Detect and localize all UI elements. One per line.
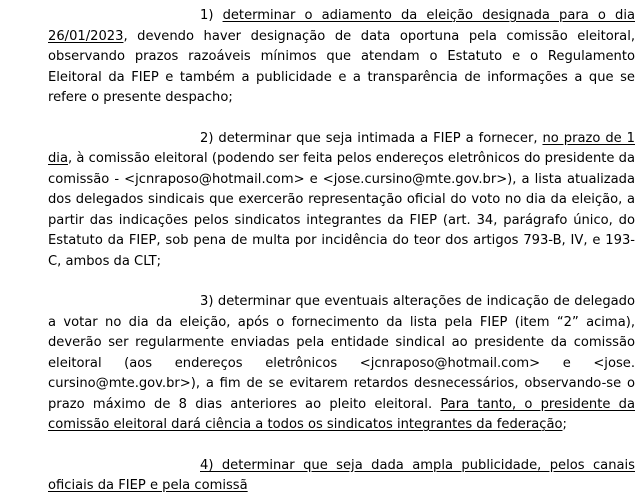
paragraph-4 xyxy=(48,456,635,497)
paragraph-text: ; xyxy=(562,417,567,432)
underlined-text: Para tanto, o presidente da comissão eleitoral dará ciência a todos os sindicatos integrantes da federação xyxy=(48,396,635,432)
paragraph-text: 3) determinar que eventuais alterações de indicação de delegado a votar no dia da eleição, após o fornecimento da lista pela FIEP (item “2” acima), deverão ser regularmente enviadas pela entidade sindical ao presidente da comissão eleitoral (aos endereços eletrônicos <jcnraposo@hotmail.com> e <jose. cursino@mte.gov.br>), a fim de se evitarem retardos desnecessários, observando-se o prazo máximo de 8 dias anteriores ao pleito eleitoral. xyxy=(48,294,635,412)
paragraph-2 xyxy=(48,129,635,273)
paragraph-text: 1) xyxy=(200,8,223,23)
paragraph-text: , devendo haver designação de data oportuna pela comissão eleitoral, observando prazos razoáveis mínimos que atendam o Estatuto e o Regulamento Eleitoral da FIEP e também a publicidade e a transparência de informações a que se refere o presente despacho; xyxy=(48,28,635,105)
underlined-text: 4) determinar que seja dada ampla publicidade, pelos canais oficiais da FIEP e pela comissã xyxy=(48,457,635,493)
underlined-text: determinar o adiamento da eleição designada para o dia 26/01/2023 xyxy=(48,8,635,44)
paragraph-text: 2) determinar que seja intimada a FIEP a fornecer, xyxy=(200,130,543,146)
paragraph-1 xyxy=(48,6,635,109)
paragraph-text: , à comissão eleitoral (podendo ser feita pelos endereços eletrônicos do presidente da comissão - <jcnraposo@hotmail.com> e <jose.cursino@mte.gov.br>), a lista atualizada dos delegados sindicais que exercerão representação oficial do voto no dia da eleição, a partir das indicações pelos sindicatos integrantes da FIEP (art. 34, parágrafo único, do Estatuto da FIEP, sob pena de multa por incidência do teor dos artigos 793-B, IV, e 193-C, ambos da CLT; xyxy=(48,151,635,269)
paragraph-3 xyxy=(48,292,635,436)
underlined-text: no prazo de 1 dia xyxy=(48,130,635,166)
